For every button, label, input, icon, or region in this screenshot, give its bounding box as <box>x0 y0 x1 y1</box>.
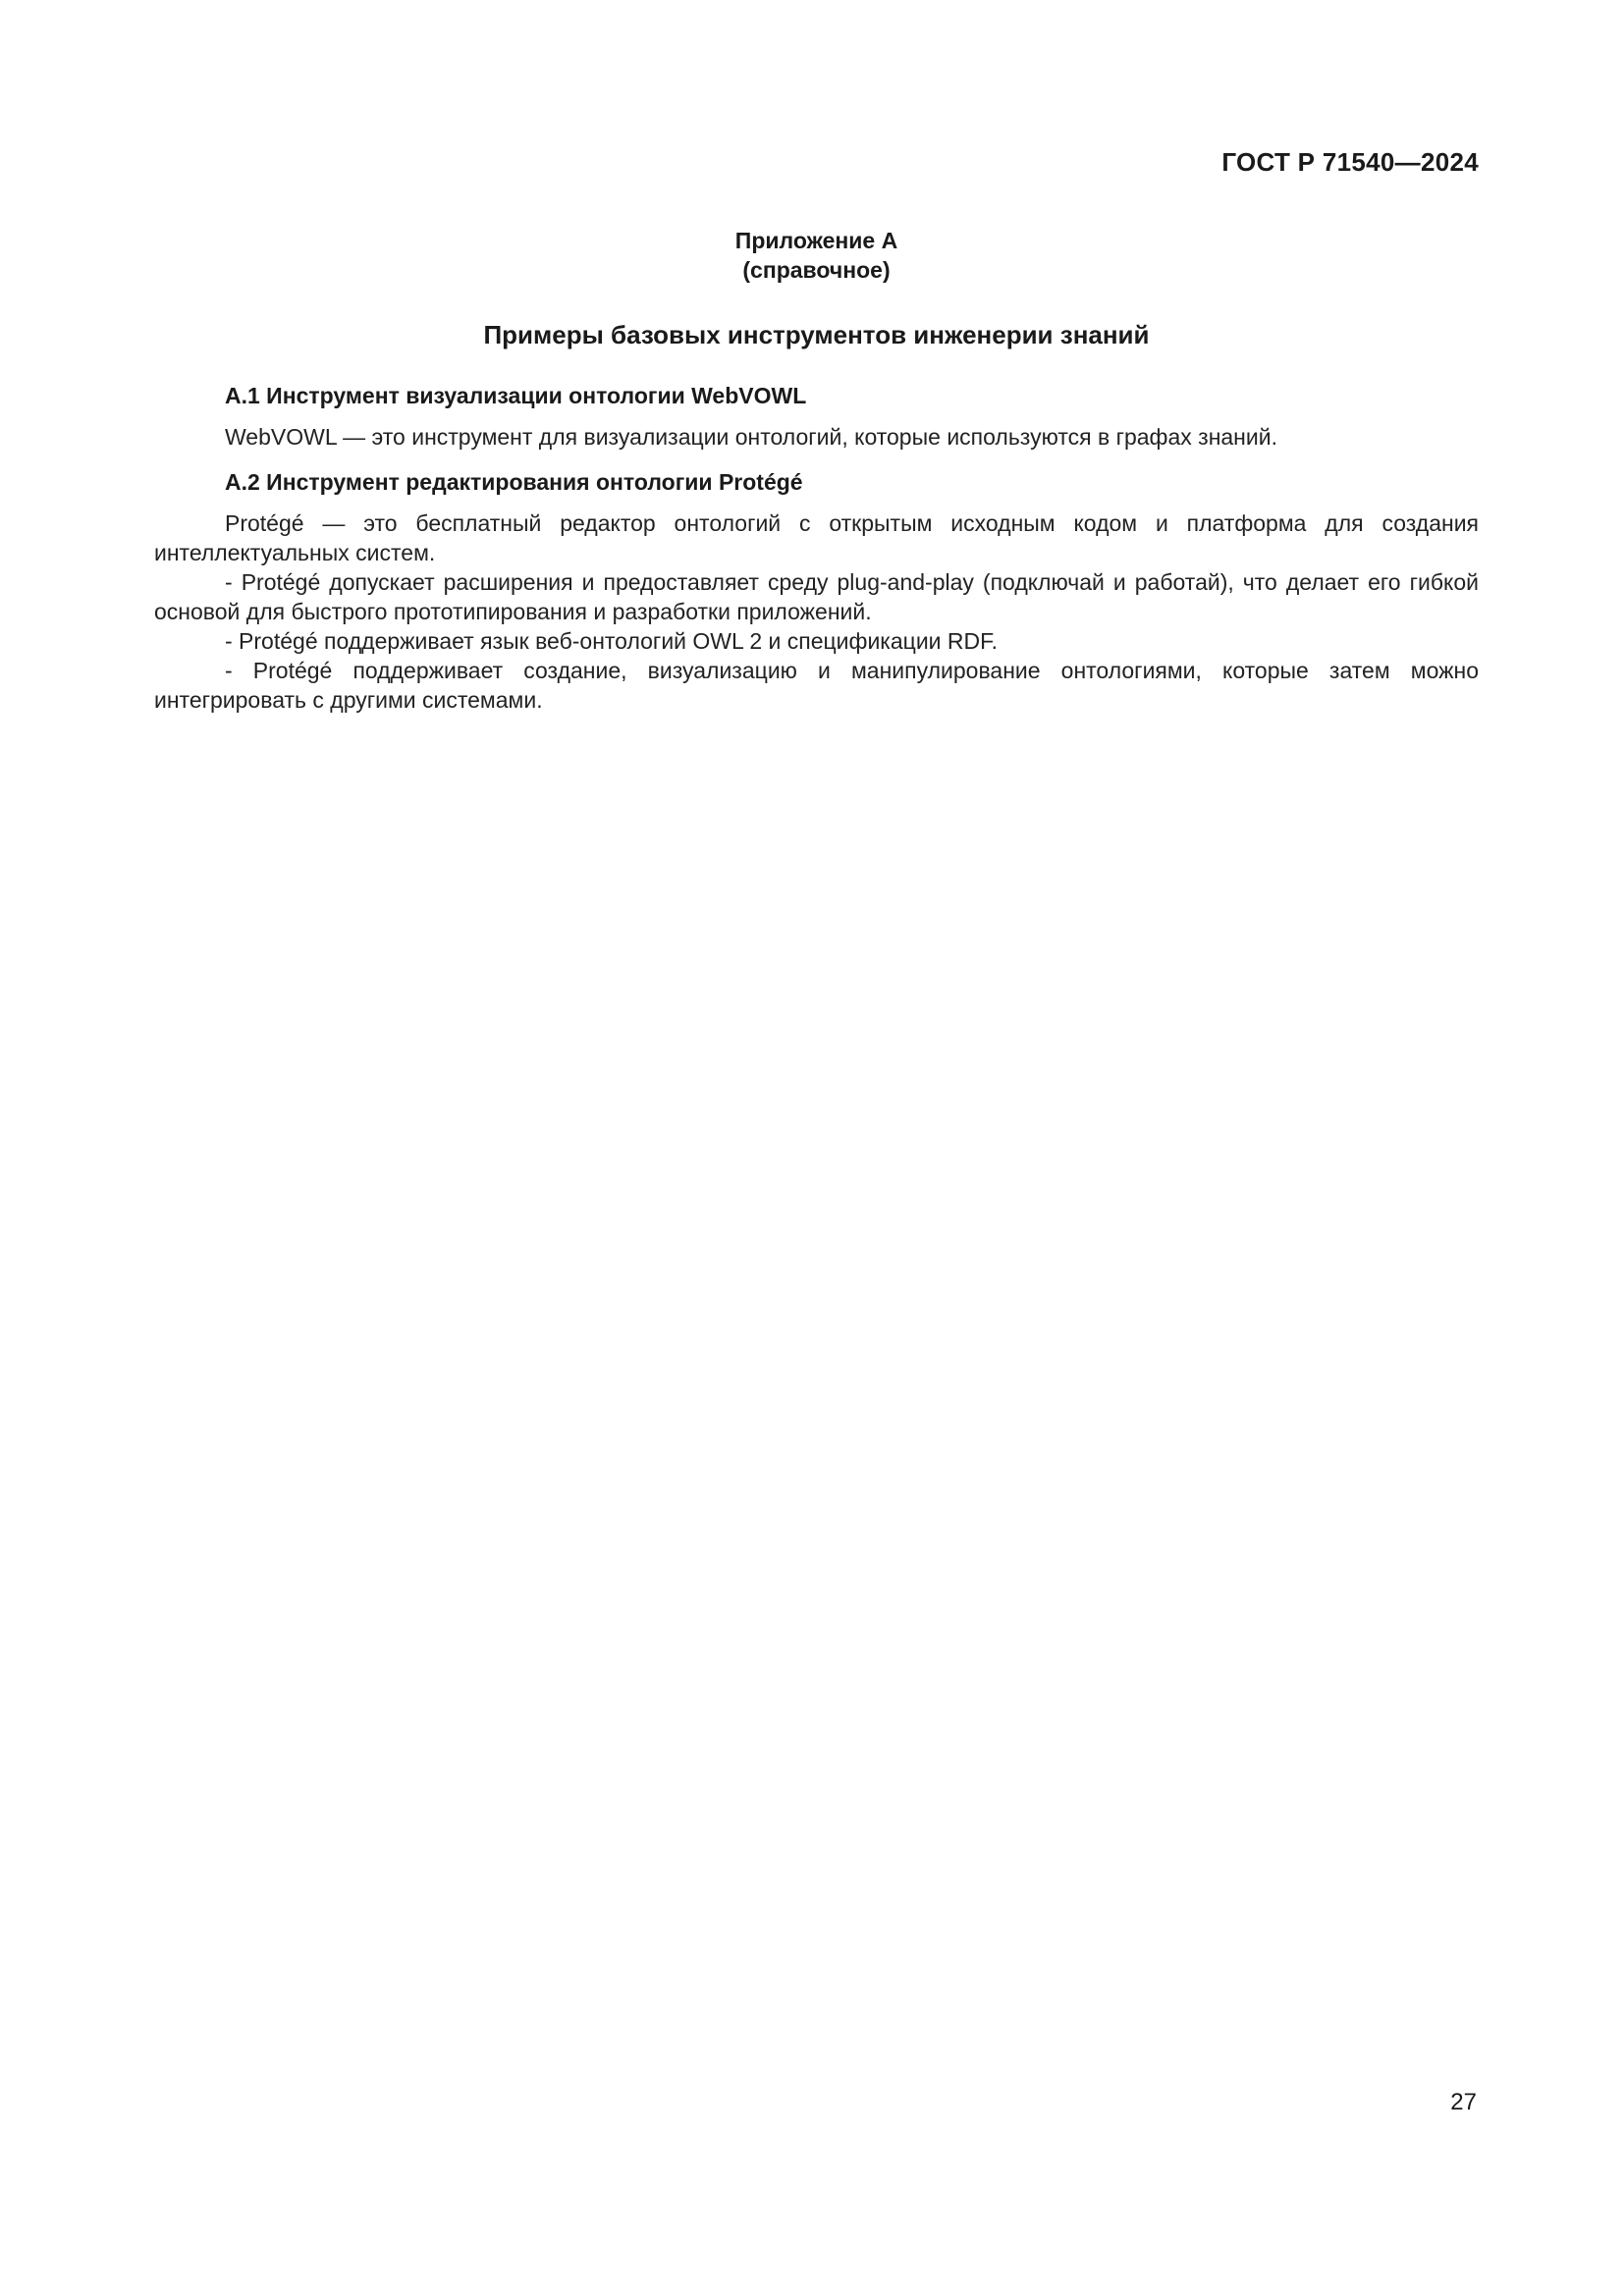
list-item: - Protégé поддерживает создание, визуализацию и манипулирование онтологиями, которые затем можно интегрировать с другими системами. <box>154 658 1479 713</box>
page-content <box>154 226 1479 715</box>
section-heading-a2: А.2 Инструмент редактирования онтологии Protégé <box>225 469 803 495</box>
list-item: - Protégé допускает расширения и предоставляет среду plug-and-play (подключай и работай), что делает его гибкой основой для быстрого прототипирования и разработки приложений. <box>154 569 1479 624</box>
document-code: ГОСТ Р 71540—2024 <box>1221 147 1479 177</box>
list-item: - Protégé поддерживает язык веб-онтологий OWL 2 и спецификации RDF. <box>225 628 999 654</box>
annex-status: (справочное) <box>742 257 891 283</box>
annex-label: Приложение А <box>734 228 898 253</box>
section-heading-a1: А.1 Инструмент визуализации онтологии WebVOWL <box>225 383 807 408</box>
page-number: 27 <box>1450 2089 1477 2115</box>
paragraph: WebVOWL — это инструмент для визуализации онтологий, которые используются в графах знаний. <box>225 424 1277 450</box>
annex-title: Примеры базовых инструментов инженерии знаний <box>483 320 1150 349</box>
paragraph: Protégé — это бесплатный редактор онтологий с открытым исходным кодом и платформа для создания интеллектуальных систем. <box>154 510 1479 565</box>
